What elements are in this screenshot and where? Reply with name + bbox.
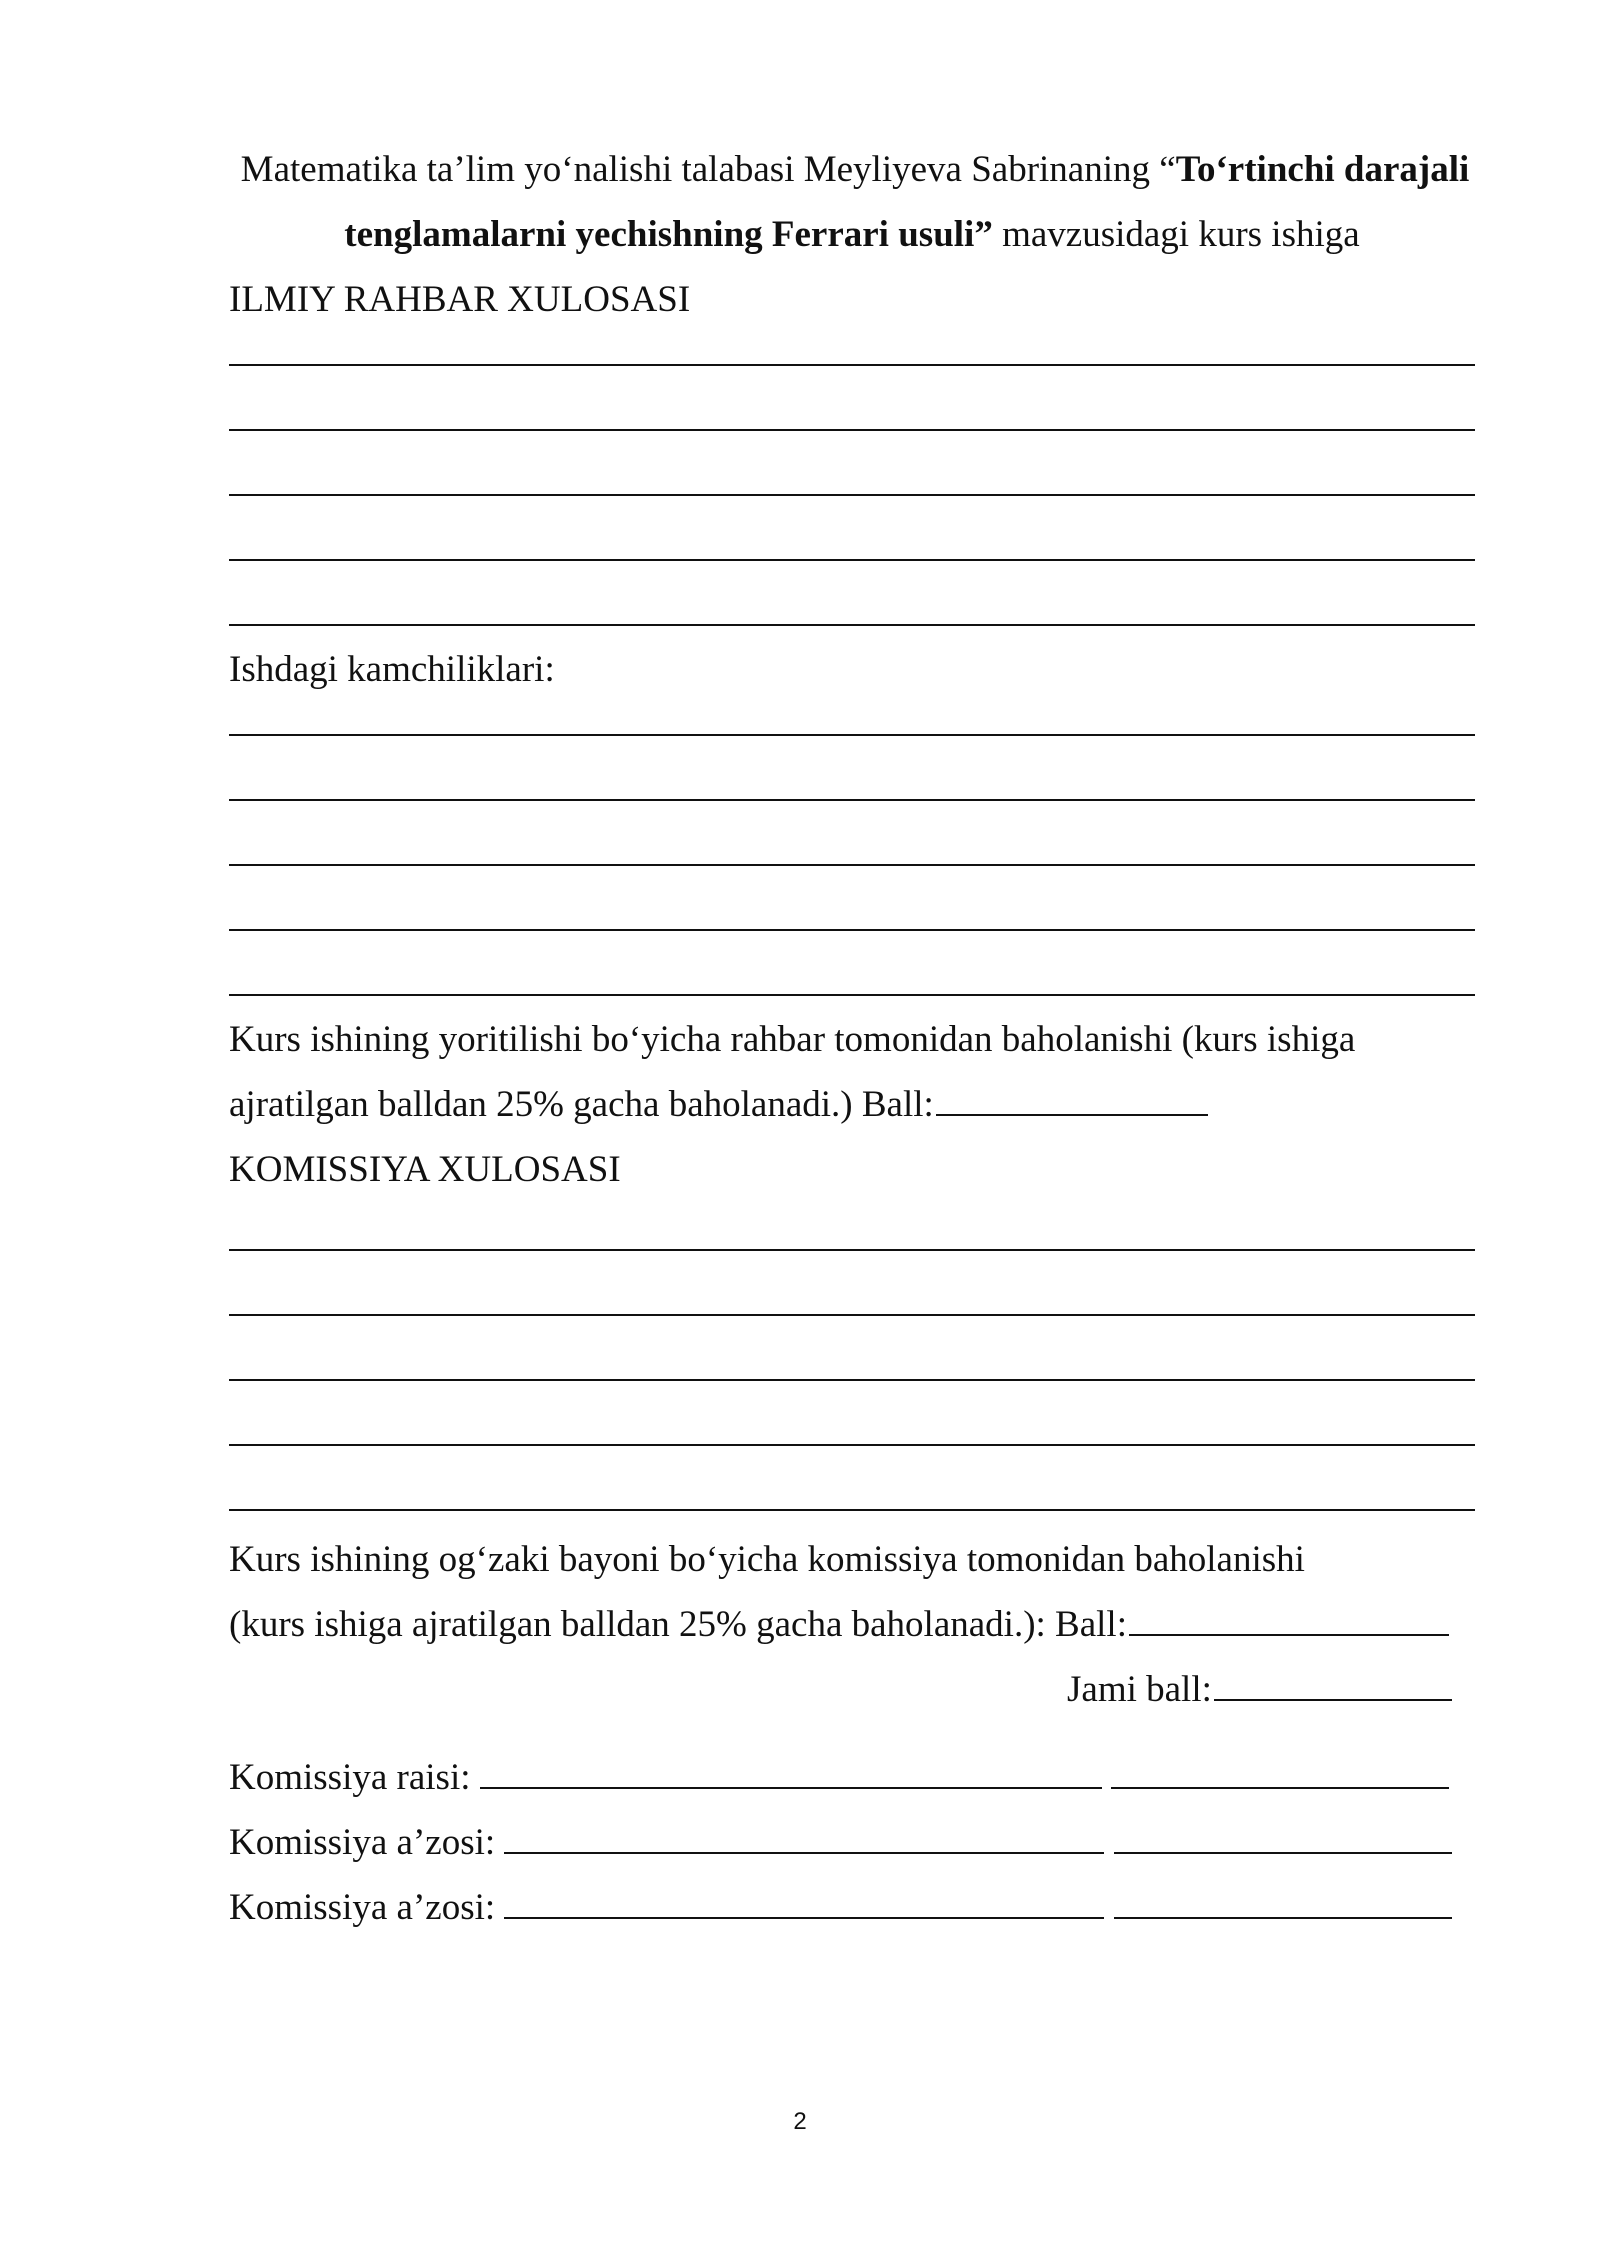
title-line-1	[232, 148, 1478, 192]
supervisor-conclusion-line[interactable]	[229, 624, 1475, 626]
member1-name-field[interactable]	[504, 1822, 1104, 1854]
chair-name-field[interactable]	[480, 1757, 1102, 1789]
title-suffix: mavzusidagi kurs ishiga	[992, 214, 1360, 255]
member1-label: Komissiya a’zosi:	[229, 1822, 496, 1863]
commission-conclusion-line[interactable]	[229, 1509, 1475, 1511]
signature-row-chair	[229, 1756, 1449, 1800]
chair-label: Komissiya raisi:	[229, 1757, 471, 1798]
supervisor-grade-text-1: Kurs ishining yoritilishi bo‘yicha rahbar tomonidan baholanishi (kurs ishiga	[229, 1019, 1356, 1060]
shortcomings-line[interactable]	[229, 864, 1475, 866]
shortcomings-line[interactable]	[229, 799, 1475, 801]
shortcomings-line[interactable]	[229, 994, 1475, 996]
title-intro: Matematika ta’lim yo‘nalishi talabasi Meyliyeva Sabrinaning “	[240, 149, 1176, 190]
member2-name-field[interactable]	[504, 1887, 1104, 1919]
member2-label: Komissiya a’zosi:	[229, 1887, 496, 1928]
page-number: 2	[793, 2108, 807, 2135]
total-ball-row	[1067, 1668, 1452, 1712]
commission-conclusion-line[interactable]	[229, 1314, 1475, 1316]
supervisor-heading: ILMIY RAHBAR XULOSASI	[229, 279, 691, 320]
member1-signature-field[interactable]	[1114, 1822, 1452, 1854]
signature-row-member-1	[229, 1821, 1452, 1865]
supervisor-conclusion-line[interactable]	[229, 494, 1475, 496]
supervisor-conclusion-line[interactable]	[229, 429, 1475, 431]
member2-signature-field[interactable]	[1114, 1887, 1452, 1919]
signature-row-member-2	[229, 1886, 1452, 1930]
commission-grade-label: (kurs ishiga ajratilgan balldan 25% gacha baholanadi.): Ball:	[229, 1604, 1127, 1645]
total-ball-field[interactable]	[1214, 1669, 1452, 1701]
commission-grade-text-1: Kurs ishining og‘zaki bayoni bo‘yicha komissiya tomonidan baholanishi	[229, 1539, 1305, 1580]
commission-grade-text-2	[229, 1603, 1449, 1647]
chair-signature-field[interactable]	[1111, 1757, 1449, 1789]
title-line-2	[229, 213, 1475, 257]
title-bold-part-2: tenglamalarni yechishning Ferrari usuli”	[344, 214, 993, 255]
shortcomings-label: Ishdagi kamchiliklari:	[229, 649, 555, 690]
commission-conclusion-line[interactable]	[229, 1444, 1475, 1446]
commission-heading: KOMISSIYA XULOSASI	[229, 1149, 621, 1190]
shortcomings-line[interactable]	[229, 734, 1475, 736]
shortcomings-line[interactable]	[229, 929, 1475, 931]
commission-conclusion-line[interactable]	[229, 1379, 1475, 1381]
commission-ball-field[interactable]	[1129, 1604, 1449, 1636]
commission-conclusion-line[interactable]	[229, 1249, 1475, 1251]
supervisor-conclusion-line[interactable]	[229, 364, 1475, 366]
supervisor-grade-label: ajratilgan balldan 25% gacha baholanadi.) Ball:	[229, 1084, 934, 1125]
total-ball-label: Jami ball:	[1067, 1669, 1212, 1710]
title-bold-part-1: To‘rtinchi darajali	[1175, 149, 1470, 190]
supervisor-conclusion-line[interactable]	[229, 559, 1475, 561]
supervisor-ball-field[interactable]	[936, 1084, 1208, 1116]
supervisor-grade-text-2	[229, 1083, 1208, 1127]
